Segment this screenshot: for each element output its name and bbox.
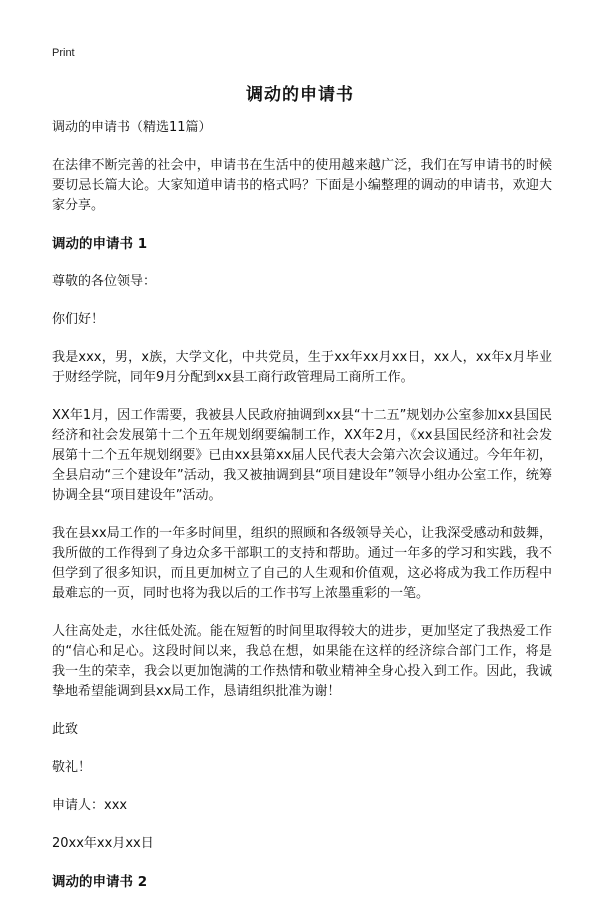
paragraph-4: 人往高处走，水往低处流。能在短暂的时间里取得较大的进步，更加坚定了我热爱工作的“信心和足心。这段时间以来，我总在想，如果能在这样的经济综合部门工作，将是我一生的荣幸，我会以更加饱满的工作热情和敬业精神全身心投入到工作。因此，我诚挚地希望能调到县xx局工作，恳请组织批准为谢！ [52, 624, 552, 699]
salutation: 尊敬的各位领导： [52, 274, 157, 289]
applicant-line: 申请人：xxx [52, 798, 128, 813]
paragraph-1: 我是xxx，男，x族，大学文化，中共党员，生于xx年xx月xx日，xx人，xx年x月毕业于财经学院，同年9月分配到xx县工商行政管理局工商所工作。 [52, 350, 552, 385]
intro-paragraph: 在法律不断完善的社会中，申请书在生活中的使用越来越广泛，我们在写申请书的时候要切忌长篇大论。大家知道申请书的格式吗？下面是小编整理的调动的申请书，欢迎大家分享。 [52, 158, 552, 213]
greeting: 你们好！ [52, 312, 105, 327]
closing-line-1: 此致 [52, 722, 79, 737]
paragraph-2: XX年1月，因工作需要，我被县人民政府抽调到xx县“十二五”规划办公室参加xx县国民经济和社会发展第十二个五年规划纲要编制工作，XX年2月，《xx县国民经济和社会发展第十二个五年规划纲要》已由xx县第xx届人民代表大会第六次会议通过。今年年初，全县启动“三个建设年”活动，我又被抽调到县“项目建设年”领导小组办公室工作，统筹协调全县“项目建设年”活动。 [52, 408, 552, 503]
document-body [52, 118, 552, 910]
print-label[interactable]: Print [52, 47, 75, 59]
section-heading-1: 调动的申请书 1 [52, 236, 148, 252]
paragraph-3: 我在县xx局工作的一年多时间里，组织的照顾和各级领导关心，让我深受感动和鼓舞，我所做的工作得到了身边众多干部职工的支持和帮助。通过一年多的学习和实践，我不但学到了很多知识，而且更加树立了自己的人生观和价值观，这必将成为我工作历程中最难忘的一页，同时也将为我以后的工作书写上浓墨重彩的一笔。 [52, 526, 552, 601]
page-title: 调动的申请书 [246, 85, 354, 105]
section-heading-2: 调动的申请书 2 [52, 874, 148, 890]
document-subtitle: 调动的申请书（精选11篇） [52, 120, 212, 135]
date-line: 20xx年xx月xx日 [52, 836, 154, 851]
closing-line-2: 敬礼！ [52, 760, 92, 775]
